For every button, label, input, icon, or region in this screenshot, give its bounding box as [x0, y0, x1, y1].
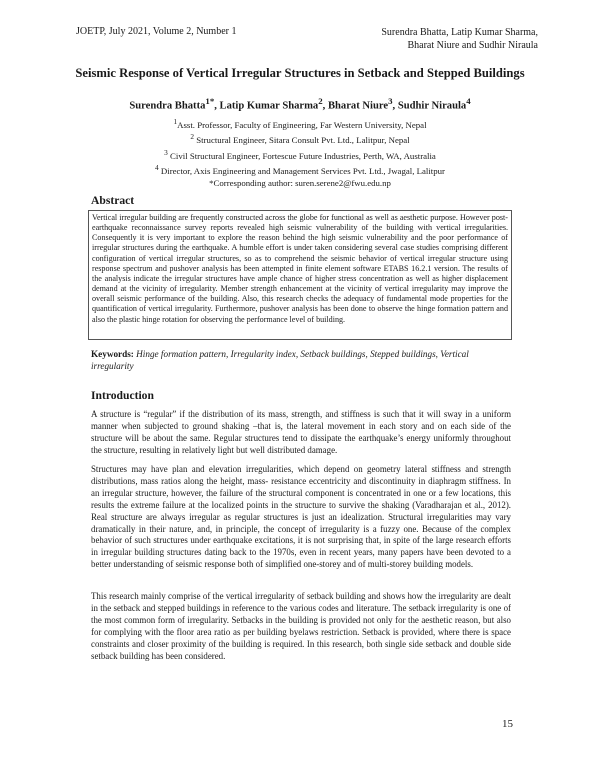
intro-paragraph-1: A structure is “regular” if the distribution of its mass, strength, and stiffness is such that it will sway in a uniform manner when subjected to ground shaking –that is, the lateral movement in each story and on each side of the structure will be about the same. Regular structures tend to dissipate the earthquake’s energy uniformly throughout the structure, resulting in relatively light but well distributed damage. [91, 409, 511, 455]
affiliation-item: $^3$ Civil Structural Engineer, Fortescue Future Industries, Perth, WA, Australia [164, 147, 436, 161]
intro-paragraph-2: Structures may have plan and elevation irregularities, which depend on geometry lateral stiffness and strength distributions, mass ratios along the height, mass- resistance eccentricity and discontinuity in diaphragm stiffness. In an irregular structure, however, the failure of the structural component is concentrated in one or a few locations, this results the extreme failure at the localized points in the structure to survive the shaking (Varadharajan et al., 2012). Real structure are always irregular as regular structures is just an idealization. Structural irregularities may vary dramatically in their nature, and, in principle, the concept of irregularity is a fuzzy one. Because of the complex behavior of such structures under earthquake excitations, it is not surprising that, in spite of the large research efforts in irregular building structures dating back to the 1970s, even in recent years, many papers have been devoted to a better understanding of seismic response both of simplified one-storey and of multi-storey building models. [91, 464, 511, 570]
abstract-heading: Abstract [91, 194, 135, 207]
corresponding-author: *Corresponding author: suren.serene2@fwu.edu.np [209, 178, 391, 189]
author-name: Latip Kumar Sharma [219, 100, 319, 112]
keywords [91, 348, 511, 372]
running-header-authors [381, 26, 538, 52]
running-header-authors-line2: Bharat Niure and Sudhir Niraula [407, 40, 538, 51]
paper-title: Seismic Response of Vertical Irregular Structures in Setback and Stepped Buildings [75, 66, 525, 80]
affiliation-item: $^4$ Director, Axis Engineering and Management Services Pvt. Ltd., Jwagal, Lalitpur [155, 162, 445, 176]
author-name: Bharat Niure [327, 100, 389, 112]
running-header-authors-line1: Surendra Bhatta, Latip Kumar Sharma, [381, 27, 538, 38]
author-sup: 2 [318, 96, 323, 106]
affiliation-item: $^2$ Structural Engineer, Sitara Consult Pvt. Ltd., Lalitpur, Nepal [190, 132, 410, 146]
author-name: Sudhir Niraula [397, 100, 467, 112]
affiliations [40, 116, 560, 190]
author-name: Surendra Bhatta [129, 100, 206, 112]
introduction-heading: Introduction [91, 389, 154, 402]
author-list: Surendra Bhatta$^{1*}$, Latip Kumar Sharma$^2$, Bharat Niure$^3$, Sudhir Niraula$^4$ [129, 96, 471, 112]
abstract-box: Vertical irregular building are frequently constructed across the globe for functional as well as aesthetic purpose. However post-earthquake reconnaissance survey reports revealed high seismic vulnerability of the building with vertical irregularities. Consequently it is very important to explore the reason behind the high seismic vulnerability and the poor performance of irregular structures during the earthquake. A humble effort is under taken considering several case studies comprising different configuration of vertical irregular structures, so as to comprehend the seismic behavior of vertical irregular structure using response spectrum and pushover analysis has been attempted in finite element software ETABS 16.2.1 version. The results of the analysis indicate the irregular structures have ample chance of higher stress concentration as well as higher displacement demand at the vicinity of irregularity. Member strength enhancement at the vicinity of vertical irregularity may improve the overall seismic performance of the building. Also, this research checks the adequacy of fundamental mode properties for the quantification of vertical irregularity. Furthermore, pushover analysis has been done to observe the hinge formation pattern and also the plastic hinge rotation for observing the performance level of building. [88, 210, 512, 340]
intro-paragraph-3: This research mainly comprise of the vertical irregularity of setback building and shows how the irregularity are dealt in the setback and stepped buildings in reference to the various codes and literature. The setback irregularity is one of the most common form of irregularity. Setbacks in the building is provided not only for the aesthetic reason, but also for complying with the floor area ratio as per building byelaws restriction. Setback is provided, where there is space constraints and closer proximity of the building is required. In this research, both single side setback and double side setback building has been considered. [91, 591, 511, 661]
running-header-journal: JOETP, July 2021, Volume 2, Number 1 [76, 26, 237, 37]
author-sup: 4 [466, 96, 471, 106]
author-sup: 1* [205, 96, 215, 106]
keywords-text: Hinge formation pattern, Irregularity index, Setback buildings, Stepped buildings, Vertical irregularity [91, 349, 469, 371]
page-number: 15 [502, 718, 513, 730]
keywords-label: Keywords: [91, 349, 134, 359]
affiliation-item: $^1$Asst. Professor, Faculty of Engineering, Far Western University, Nepal [173, 117, 427, 130]
author-sup: 3 [388, 96, 393, 106]
